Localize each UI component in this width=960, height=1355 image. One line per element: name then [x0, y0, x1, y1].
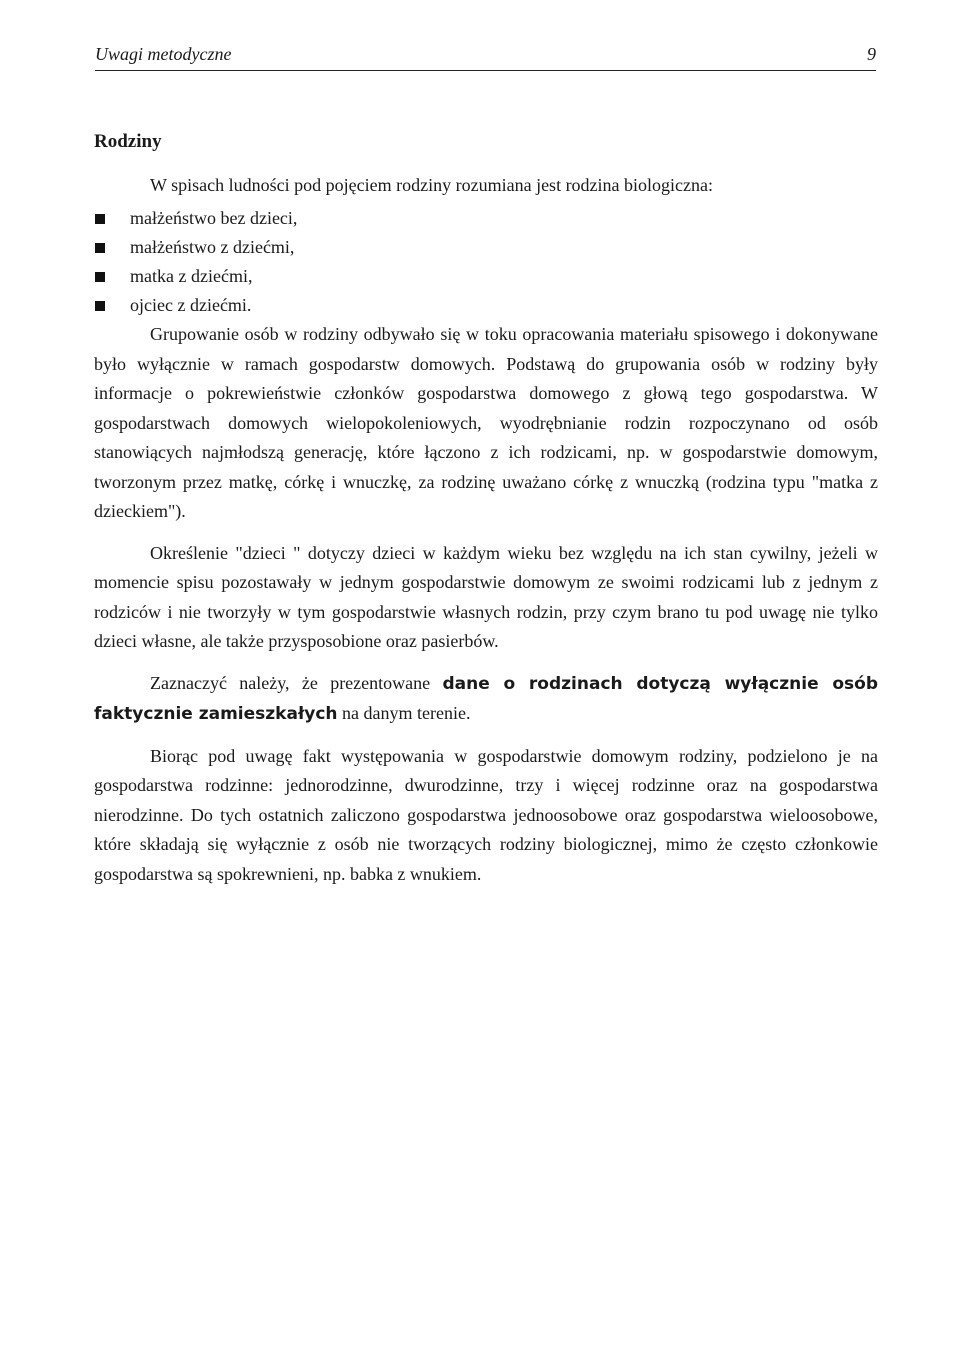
list-item	[94, 291, 878, 320]
note-text-end: na danym terenie.	[337, 703, 471, 723]
list-item-text: ojciec z dziećmi.	[130, 295, 252, 315]
intro-paragraph: W spisach ludności pod pojęciem rodziny rozumiana jest rodzina biologiczna:	[150, 175, 714, 195]
children-definition-paragraph: Określenie "dzieci " dotyczy dzieci w każdym wieku bez względu na ich stan cywilny, jeżeli w momencie spisu pozostawały w jednym gospodarstwie domowym ze swoimi rodzicami lub z jednym z rodziców i nie tworzyły w tym gospodarstwie własnych rodzin, przy czym brano tu pod uwagę nie tylko dzieci własne, ale także przysposobione oraz pasierbów.	[94, 542, 878, 651]
note-text-start: Zaznaczyć należy, że prezentowane	[150, 672, 443, 693]
list-item	[94, 204, 878, 233]
square-bullet-icon	[95, 272, 105, 282]
page-number: 9	[867, 44, 876, 64]
note-paragraph	[94, 669, 878, 730]
square-bullet-icon	[95, 243, 105, 253]
running-header-title: Uwagi metodyczne	[95, 44, 232, 64]
list-item-text: matka z dziećmi,	[130, 266, 253, 286]
list-item	[94, 262, 878, 291]
grouping-paragraph: Grupowanie osób w rodziny odbywało się w toku opracowania materiału spisowego i dokonywane było wyłącznie w ramach gospodarstw domowych. Podstawą do grupowania osób w rodziny były informacje o pokrewieństwie członków gospodarstwa domowego z głową tego gospodarstwa. W gospodarstwach domowych wielopokoleniowych, wyodrębnianie rodzin rozpoczynano od osób stanowiących najmłodszą generację, które łączono z ich rodzicami, np. w gospodarstwie domowym, tworzonym przez matkę, córkę i wnuczkę, za rodzinę uważano córkę z wnuczką (rodzina typu "matka z dzieckiem").	[94, 324, 878, 521]
section-heading: Rodziny	[94, 131, 162, 152]
households-paragraph: Biorąc pod uwagę fakt występowania w gospodarstwie domowym rodziny, podzielono je na gospodarstwa rodzinne: jednorodzinne, dwurodzinne, trzy i więcej rodzinne oraz na gospodarstwa nierodzinne. Do tych ostatnich zaliczono gospodarstwa jednoosobowe oraz gospodarstwa wieloosobowe, które składają się wyłącznie z osób nie tworzących rodziny biologicznej, mimo że często członkowie gospodarstwa są spokrewnieni, np. babka z wnukiem.	[94, 745, 878, 884]
list-item-text: małżeństwo bez dzieci,	[130, 208, 298, 228]
square-bullet-icon	[95, 301, 105, 311]
list-item-text: małżeństwo z dziećmi,	[130, 237, 295, 257]
page-header	[95, 44, 876, 71]
page-body	[94, 130, 878, 889]
square-bullet-icon	[95, 214, 105, 224]
family-types-list	[94, 204, 878, 320]
note-emphasis: dane o rodzinach dotyczą wyłącznie osób faktycznie zamieszkałych	[94, 673, 878, 724]
list-item	[94, 233, 878, 262]
